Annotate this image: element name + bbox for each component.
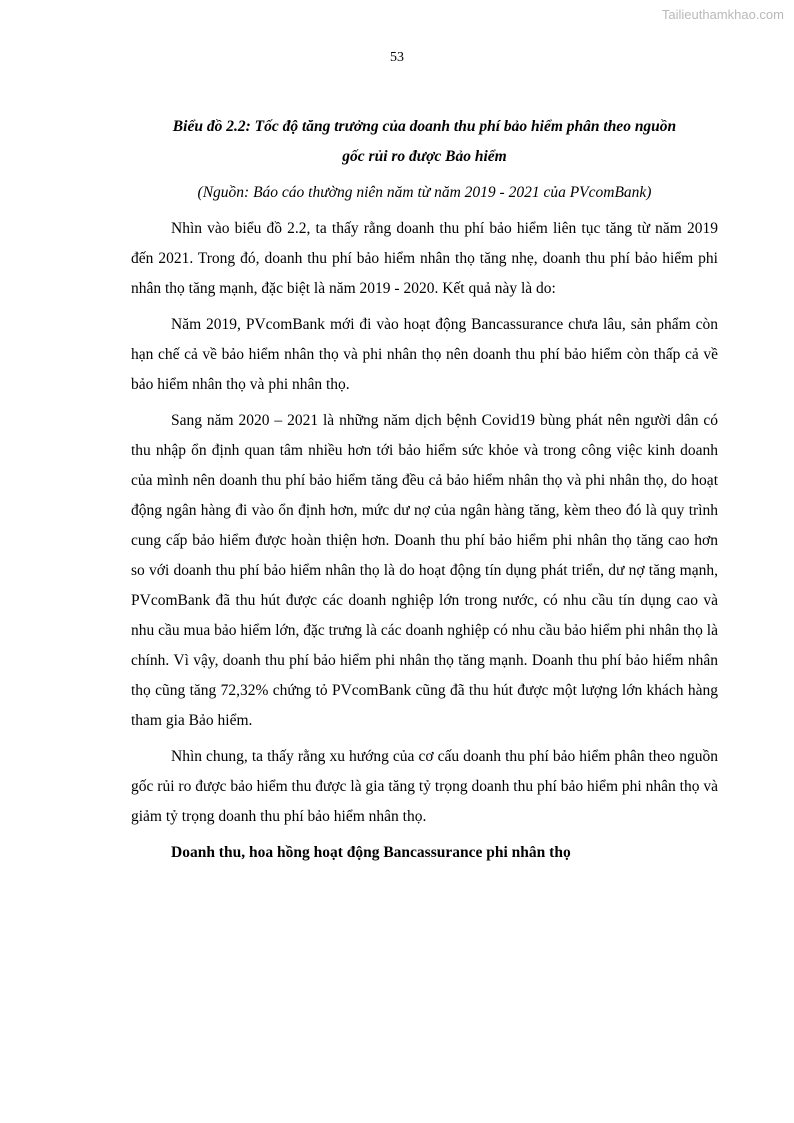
document-body: [131, 112, 718, 868]
chart-caption: [131, 112, 718, 172]
paragraph: Năm 2019, PVcomBank mới đi vào hoạt động Bancassurance chưa lâu, sản phẩm còn hạn chế cả về bảo hiểm nhân thọ và phi nhân thọ nên doanh thu phí bảo hiểm còn thấp cả về bảo hiểm nhân thọ và phi nhân thọ.: [131, 316, 718, 393]
page-number: 53: [390, 50, 404, 65]
watermark: Tailieuthamkhao.com: [661, 7, 784, 22]
chart-caption-line-1: Biểu đồ 2.2: Tốc độ tăng trưởng của doanh thu phí bảo hiểm phân theo nguồn: [172, 118, 677, 135]
paragraph: Sang năm 2020 – 2021 là những năm dịch bệnh Covid19 bùng phát nên người dân có thu nhập ổn định quan tâm nhiều hơn tới bảo hiểm sức khỏe và trong công việc kinh doanh của mình nên doanh thu phí bảo hiểm tăng đều cả bảo hiểm nhân thọ và phi nhân thọ, do hoạt động ngân hàng đi vào ổn định hơn, mức dư nợ của ngân hàng tăng, kèm theo đó là quy trình cung cấp bảo hiểm được hoàn thiện hơn. Doanh thu phí bảo hiểm phi nhân thọ tăng cao hơn so với doanh thu phí bảo hiểm nhân thọ là do hoạt động tín dụng phát triển, dư nợ tăng mạnh, PVcomBank đã thu hút được các doanh nghiệp lớn trong nước, có nhu cầu tín dụng cao và nhu cầu mua bảo hiểm lớn, đặc trưng là các doanh nghiệp có nhu cầu bảo hiểm phi nhân thọ là chính. Vì vậy, doanh thu phí bảo hiểm phi nhân thọ tăng mạnh. Doanh thu phí bảo hiểm nhân thọ cũng tăng 72,32% chứng tỏ PVcomBank cũng đã thu hút được một lượng lớn khách hàng tham gia Bảo hiểm.: [131, 412, 718, 729]
chart-caption-line-2: gốc rủi ro được Bảo hiểm: [342, 148, 507, 165]
paragraph: Nhìn chung, ta thấy rằng xu hướng của cơ cấu doanh thu phí bảo hiểm phân theo nguồn gốc rủi ro được bảo hiểm thu được là gia tăng tỷ trọng doanh thu phí bảo hiểm phi nhân thọ và giảm tỷ trọng doanh thu phí bảo hiểm nhân thọ.: [131, 748, 718, 825]
source-note: (Nguồn: Báo cáo thường niên năm từ năm 2019 - 2021 của PVcomBank): [197, 184, 652, 201]
section-heading: Doanh thu, hoa hồng hoạt động Bancassurance phi nhân thọ: [171, 844, 571, 861]
paragraph: Nhìn vào biểu đồ 2.2, ta thấy rằng doanh thu phí bảo hiểm liên tục tăng từ năm 2019 đến 2021. Trong đó, doanh thu phí bảo hiểm nhân thọ tăng nhẹ, doanh thu phí bảo hiểm phi nhân thọ tăng mạnh, đặc biệt là năm 2019 - 2020. Kết quả này là do:: [131, 220, 718, 297]
